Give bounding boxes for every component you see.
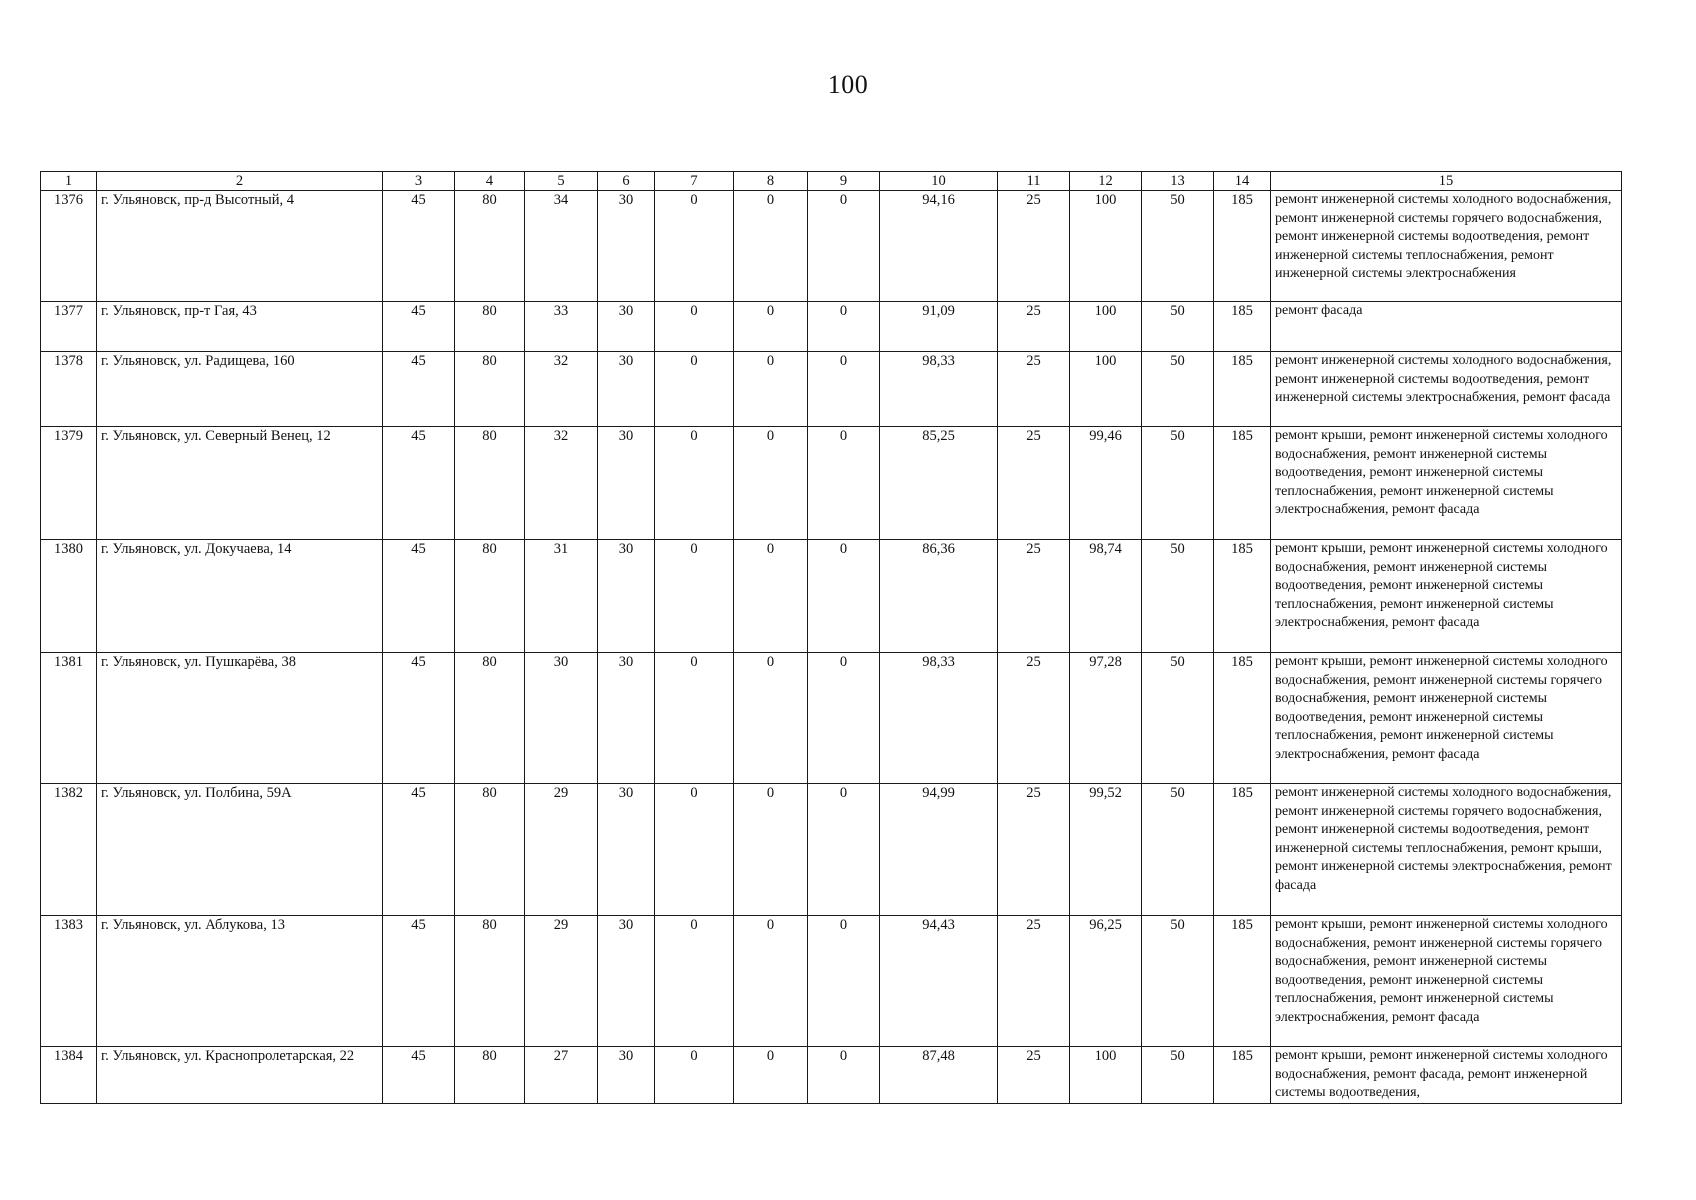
column-header-6: 6 xyxy=(598,172,655,191)
cell-c10: 85,25 xyxy=(880,427,998,540)
cell-c12: 98,74 xyxy=(1070,540,1142,653)
cell-c12: 100 xyxy=(1070,191,1142,302)
cell-c14: 185 xyxy=(1214,302,1271,352)
works-description-cell: ремонт крыши, ремонт инженерной системы холодного водоснабжения, ремонт фасада, ремонт инженерной системы водоотведения, xyxy=(1271,1047,1622,1104)
cell-c11: 25 xyxy=(998,916,1070,1047)
cell-c12: 99,52 xyxy=(1070,784,1142,916)
cell-c4: 80 xyxy=(455,427,525,540)
cell-c10: 94,43 xyxy=(880,916,998,1047)
cell-c8: 0 xyxy=(734,784,808,916)
cell-c8: 0 xyxy=(734,540,808,653)
column-header-11: 11 xyxy=(998,172,1070,191)
table-row xyxy=(41,916,1622,1047)
cell-c13: 50 xyxy=(1142,653,1214,784)
cell-c6: 30 xyxy=(598,540,655,653)
cell-c5: 27 xyxy=(525,1047,598,1104)
cell-c11: 25 xyxy=(998,191,1070,302)
cell-c13: 50 xyxy=(1142,302,1214,352)
table-row xyxy=(41,1047,1622,1104)
cell-c3: 45 xyxy=(383,302,455,352)
works-description-cell: ремонт крыши, ремонт инженерной системы холодного водоснабжения, ремонт инженерной системы горячего водоснабжения, ремонт инженерной системы водоотведения, ремонт инженерной системы теплоснабжения, ремонт инженерной системы электроснабжения, ремонт фасада xyxy=(1271,916,1622,1047)
cell-c11: 25 xyxy=(998,540,1070,653)
cell-c7: 0 xyxy=(655,653,734,784)
cell-c12: 100 xyxy=(1070,1047,1142,1104)
column-header-12: 12 xyxy=(1070,172,1142,191)
row-number-cell: 1377 xyxy=(41,302,97,352)
table-row xyxy=(41,427,1622,540)
cell-c6: 30 xyxy=(598,653,655,784)
cell-c11: 25 xyxy=(998,653,1070,784)
cell-c7: 0 xyxy=(655,1047,734,1104)
cell-c5: 29 xyxy=(525,916,598,1047)
cell-c11: 25 xyxy=(998,427,1070,540)
cell-c4: 80 xyxy=(455,916,525,1047)
cell-c3: 45 xyxy=(383,191,455,302)
address-cell: г. Ульяновск, ул. Краснопролетарская, 22 xyxy=(97,1047,383,1104)
row-number-cell: 1379 xyxy=(41,427,97,540)
cell-c9: 0 xyxy=(808,540,880,653)
cell-c5: 32 xyxy=(525,352,598,427)
row-number-cell: 1384 xyxy=(41,1047,97,1104)
cell-c13: 50 xyxy=(1142,191,1214,302)
cell-c9: 0 xyxy=(808,784,880,916)
cell-c10: 98,33 xyxy=(880,352,998,427)
cell-c7: 0 xyxy=(655,191,734,302)
column-header-3: 3 xyxy=(383,172,455,191)
cell-c3: 45 xyxy=(383,916,455,1047)
cell-c9: 0 xyxy=(808,916,880,1047)
page-number: 100 xyxy=(827,70,869,99)
cell-c4: 80 xyxy=(455,653,525,784)
cell-c8: 0 xyxy=(734,302,808,352)
cell-c12: 97,28 xyxy=(1070,653,1142,784)
cell-c7: 0 xyxy=(655,916,734,1047)
cell-c9: 0 xyxy=(808,191,880,302)
cell-c5: 33 xyxy=(525,302,598,352)
cell-c6: 30 xyxy=(598,1047,655,1104)
cell-c11: 25 xyxy=(998,352,1070,427)
cell-c13: 50 xyxy=(1142,784,1214,916)
cell-c10: 91,09 xyxy=(880,302,998,352)
cell-c4: 80 xyxy=(455,1047,525,1104)
address-cell: г. Ульяновск, пр-т Гая, 43 xyxy=(97,302,383,352)
cell-c6: 30 xyxy=(598,916,655,1047)
cell-c14: 185 xyxy=(1214,653,1271,784)
cell-c7: 0 xyxy=(655,302,734,352)
cell-c8: 0 xyxy=(734,427,808,540)
column-header-2: 2 xyxy=(97,172,383,191)
cell-c10: 98,33 xyxy=(880,653,998,784)
cell-c13: 50 xyxy=(1142,916,1214,1047)
cell-c4: 80 xyxy=(455,191,525,302)
column-header-7: 7 xyxy=(655,172,734,191)
cell-c6: 30 xyxy=(598,784,655,916)
cell-c9: 0 xyxy=(808,352,880,427)
works-description-cell: ремонт инженерной системы холодного водоснабжения, ремонт инженерной системы горячего водоснабжения, ремонт инженерной системы водоотведения, ремонт инженерной системы теплоснабжения, ремонт инженерной системы электроснабжения xyxy=(1271,191,1622,302)
row-number-cell: 1378 xyxy=(41,352,97,427)
cell-c5: 34 xyxy=(525,191,598,302)
cell-c5: 32 xyxy=(525,427,598,540)
cell-c8: 0 xyxy=(734,352,808,427)
cell-c11: 25 xyxy=(998,784,1070,916)
cell-c13: 50 xyxy=(1142,352,1214,427)
cell-c4: 80 xyxy=(455,302,525,352)
cell-c9: 0 xyxy=(808,1047,880,1104)
address-cell: г. Ульяновск, ул. Радищева, 160 xyxy=(97,352,383,427)
cell-c12: 99,46 xyxy=(1070,427,1142,540)
column-header-9: 9 xyxy=(808,172,880,191)
cell-c7: 0 xyxy=(655,352,734,427)
column-number-row xyxy=(41,172,1622,191)
cell-c3: 45 xyxy=(383,540,455,653)
table-row xyxy=(41,191,1622,302)
cell-c11: 25 xyxy=(998,302,1070,352)
cell-c14: 185 xyxy=(1214,352,1271,427)
column-header-4: 4 xyxy=(455,172,525,191)
cell-c7: 0 xyxy=(655,540,734,653)
cell-c9: 0 xyxy=(808,302,880,352)
column-header-10: 10 xyxy=(880,172,998,191)
cell-c13: 50 xyxy=(1142,427,1214,540)
cell-c13: 50 xyxy=(1142,540,1214,653)
cell-c6: 30 xyxy=(598,302,655,352)
address-cell: г. Ульяновск, ул. Полбина, 59А xyxy=(97,784,383,916)
cell-c14: 185 xyxy=(1214,427,1271,540)
cell-c3: 45 xyxy=(383,427,455,540)
cell-c6: 30 xyxy=(598,427,655,540)
cell-c14: 185 xyxy=(1214,1047,1271,1104)
cell-c12: 100 xyxy=(1070,352,1142,427)
address-cell: г. Ульяновск, пр-д Высотный, 4 xyxy=(97,191,383,302)
cell-c3: 45 xyxy=(383,653,455,784)
column-header-14: 14 xyxy=(1214,172,1271,191)
table-header xyxy=(41,172,1622,191)
cell-c4: 80 xyxy=(455,784,525,916)
cell-c13: 50 xyxy=(1142,1047,1214,1104)
cell-c12: 96,25 xyxy=(1070,916,1142,1047)
column-header-1: 1 xyxy=(41,172,97,191)
cell-c4: 80 xyxy=(455,352,525,427)
cell-c5: 30 xyxy=(525,653,598,784)
table-row xyxy=(41,540,1622,653)
cell-c10: 94,16 xyxy=(880,191,998,302)
cell-c4: 80 xyxy=(455,540,525,653)
works-description-cell: ремонт инженерной системы холодного водоснабжения, ремонт инженерной системы горячего водоснабжения, ремонт инженерной системы водоотведения, ремонт инженерной системы теплоснабжения, ремонт крыши, ремонт инженерной системы электроснабжения, ремонт фасада xyxy=(1271,784,1622,916)
cell-c3: 45 xyxy=(383,784,455,916)
address-cell: г. Ульяновск, ул. Пушкарёва, 38 xyxy=(97,653,383,784)
registry-table xyxy=(40,171,1622,1104)
cell-c9: 0 xyxy=(808,427,880,540)
cell-c12: 100 xyxy=(1070,302,1142,352)
cell-c5: 29 xyxy=(525,784,598,916)
cell-c8: 0 xyxy=(734,653,808,784)
address-cell: г. Ульяновск, ул. Северный Венец, 12 xyxy=(97,427,383,540)
address-cell: г. Ульяновск, ул. Аблукова, 13 xyxy=(97,916,383,1047)
row-number-cell: 1376 xyxy=(41,191,97,302)
works-description-cell: ремонт крыши, ремонт инженерной системы холодного водоснабжения, ремонт инженерной системы водоотведения, ремонт инженерной системы теплоснабжения, ремонт инженерной системы электроснабжения, ремонт фасада xyxy=(1271,427,1622,540)
cell-c5: 31 xyxy=(525,540,598,653)
cell-c3: 45 xyxy=(383,1047,455,1104)
row-number-cell: 1383 xyxy=(41,916,97,1047)
cell-c6: 30 xyxy=(598,191,655,302)
table-row xyxy=(41,784,1622,916)
cell-c10: 87,48 xyxy=(880,1047,998,1104)
cell-c14: 185 xyxy=(1214,191,1271,302)
cell-c7: 0 xyxy=(655,784,734,916)
address-cell: г. Ульяновск, ул. Докучаева, 14 xyxy=(97,540,383,653)
cell-c7: 0 xyxy=(655,427,734,540)
cell-c14: 185 xyxy=(1214,540,1271,653)
cell-c9: 0 xyxy=(808,653,880,784)
column-header-15: 15 xyxy=(1271,172,1622,191)
works-description-cell: ремонт крыши, ремонт инженерной системы холодного водоснабжения, ремонт инженерной системы горячего водоснабжения, ремонт инженерной системы водоотведения, ремонт инженерной системы теплоснабжения, ремонт инженерной системы электроснабжения, ремонт фасада xyxy=(1271,653,1622,784)
cell-c10: 86,36 xyxy=(880,540,998,653)
column-header-5: 5 xyxy=(525,172,598,191)
works-description-cell: ремонт инженерной системы холодного водоснабжения, ремонт инженерной системы водоотведения, ремонт инженерной системы электроснабжения, ремонт фасада xyxy=(1271,352,1622,427)
row-number-cell: 1380 xyxy=(41,540,97,653)
column-header-8: 8 xyxy=(734,172,808,191)
table-row xyxy=(41,352,1622,427)
row-number-cell: 1382 xyxy=(41,784,97,916)
cell-c14: 185 xyxy=(1214,784,1271,916)
works-description-cell: ремонт крыши, ремонт инженерной системы холодного водоснабжения, ремонт инженерной системы водоотведения, ремонт инженерной системы теплоснабжения, ремонт инженерной системы электроснабжения, ремонт фасада xyxy=(1271,540,1622,653)
cell-c8: 0 xyxy=(734,191,808,302)
row-number-cell: 1381 xyxy=(41,653,97,784)
cell-c10: 94,99 xyxy=(880,784,998,916)
cell-c3: 45 xyxy=(383,352,455,427)
works-description-cell: ремонт фасада xyxy=(1271,302,1622,352)
column-header-13: 13 xyxy=(1142,172,1214,191)
cell-c6: 30 xyxy=(598,352,655,427)
cell-c14: 185 xyxy=(1214,916,1271,1047)
table-row xyxy=(41,302,1622,352)
cell-c8: 0 xyxy=(734,916,808,1047)
cell-c8: 0 xyxy=(734,1047,808,1104)
table-row xyxy=(41,653,1622,784)
cell-c11: 25 xyxy=(998,1047,1070,1104)
table-body xyxy=(41,191,1622,1104)
